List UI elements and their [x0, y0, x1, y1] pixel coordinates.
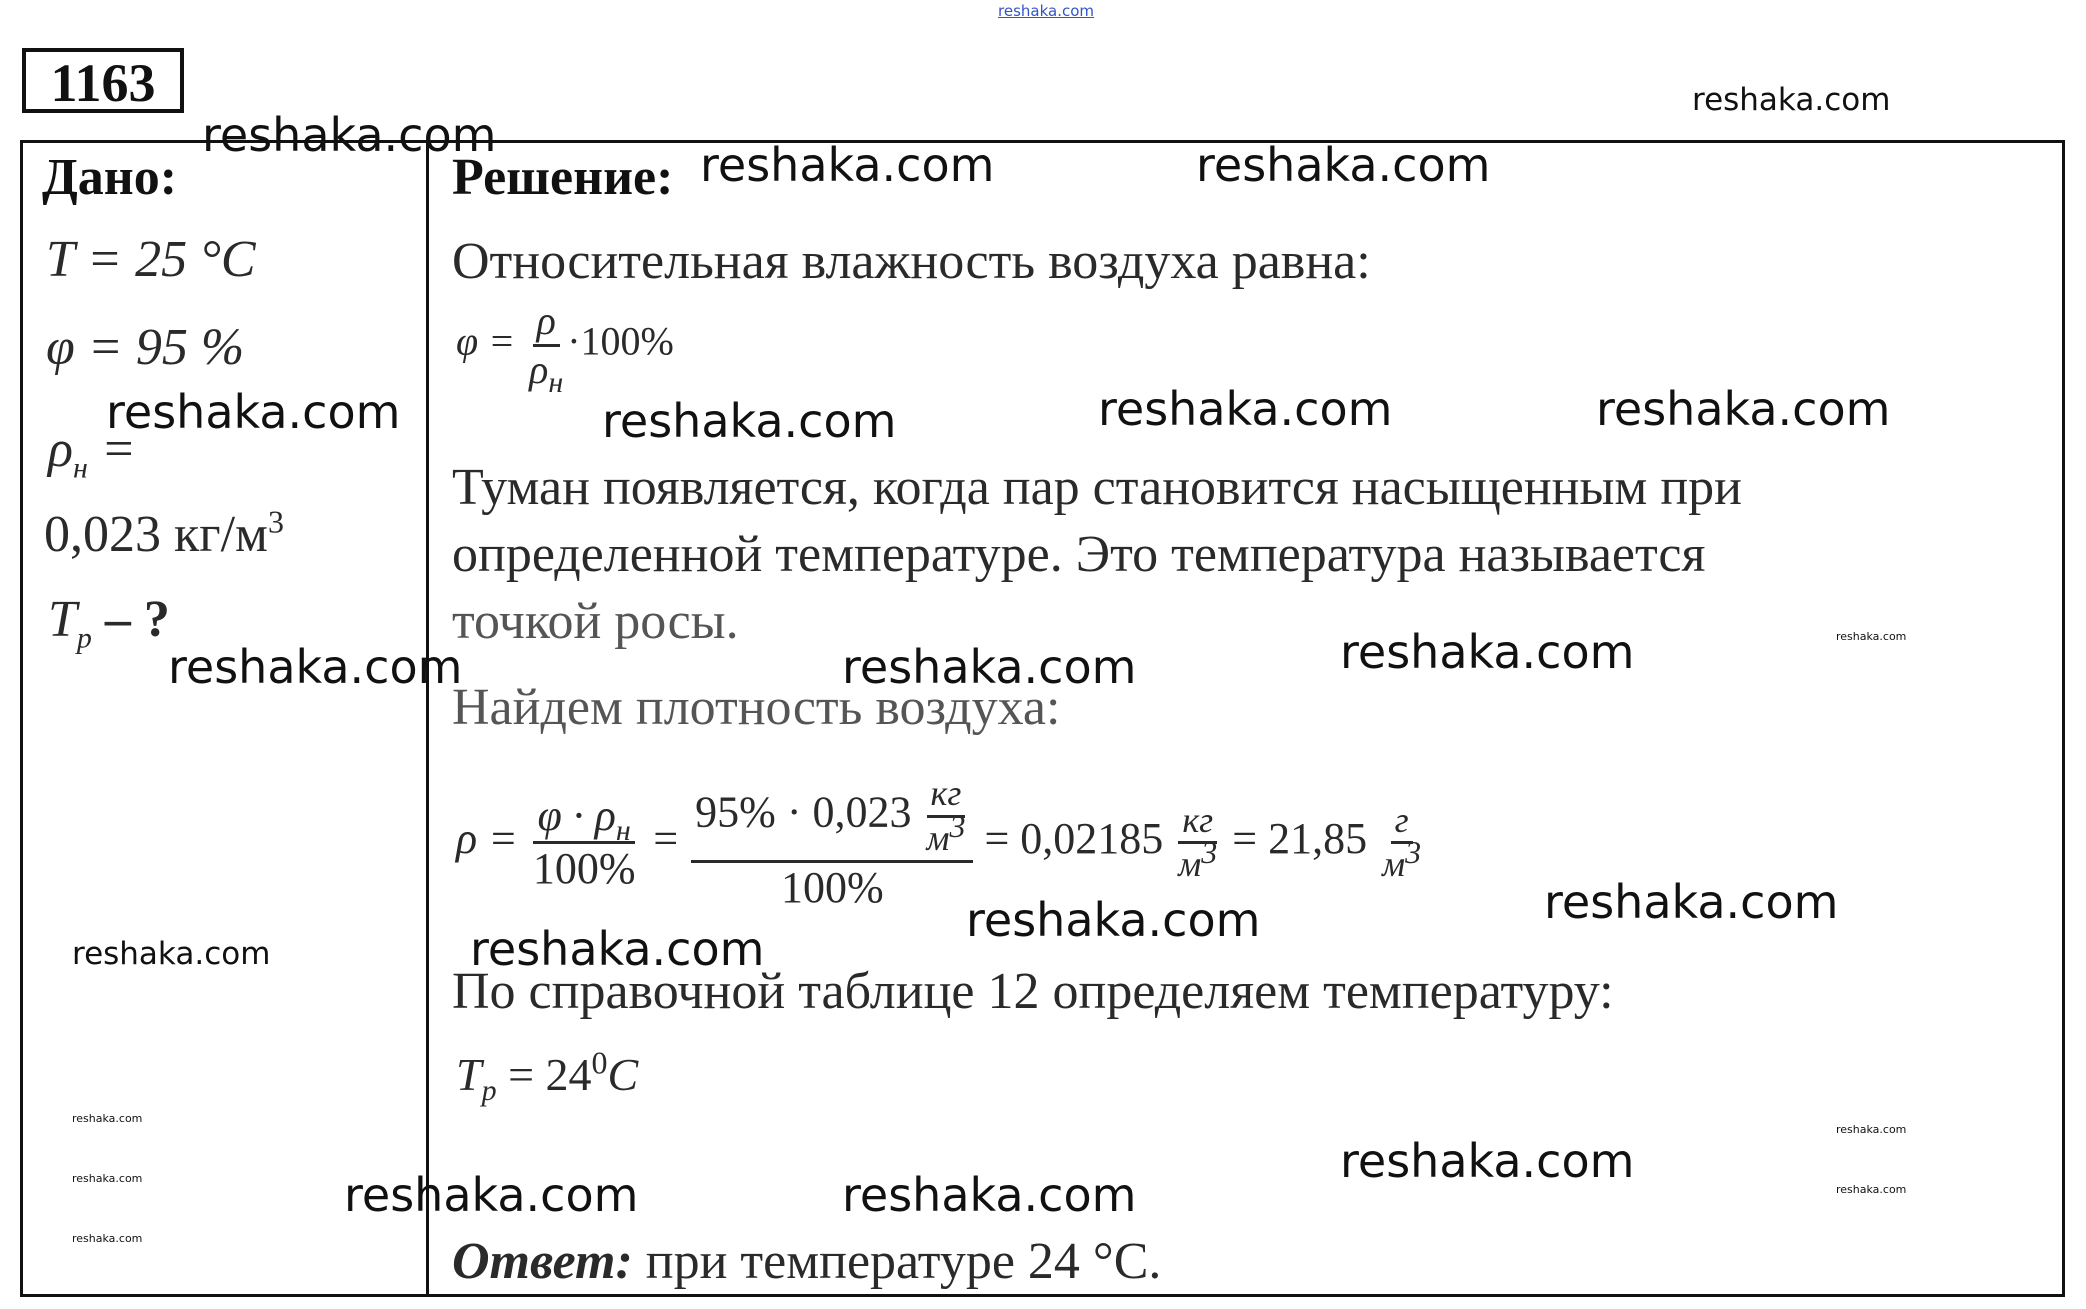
rho-equals: =: [87, 421, 136, 478]
f2-eq-1: =: [650, 813, 681, 863]
solution-line-1: Относительная влажность воздуха равна:: [452, 233, 1371, 290]
watermark: reshaka.com: [1340, 625, 1635, 679]
f2-frac2-denominator: 100%: [780, 862, 884, 912]
watermark: reshaka.com: [72, 1232, 143, 1245]
watermark: reshaka.com: [72, 1112, 143, 1125]
f2-fraction-2: [691, 775, 973, 911]
answer-label: Ответ:: [452, 1233, 633, 1290]
answer-text: при температуре 24 °C.: [632, 1233, 1162, 1290]
watermark: reshaka.com: [106, 385, 401, 439]
rho-subscript: н: [72, 451, 88, 485]
watermark: reshaka.com: [470, 922, 765, 976]
formula1-lhs: φ =: [456, 318, 516, 364]
result-temperature: $T_р = 24^0C$: [456, 1044, 639, 1108]
f2-frac1-numerator: $\varphi \cdot \rho_н$: [533, 793, 634, 844]
solution-line-2: Туман появляется, когда пар становится насыщенным при: [452, 459, 1742, 516]
given-heading: Дано:: [42, 149, 178, 206]
watermark: reshaka.com: [842, 640, 1137, 694]
given-humidity: φ = 95 %: [46, 319, 245, 376]
formula1-fraction: [525, 298, 567, 399]
watermark: reshaka.com: [1196, 138, 1491, 192]
formula-humidity: [456, 298, 674, 399]
solution-line-3: определенной температуре. Это температура называется: [452, 526, 1706, 583]
f2-eq-3: = 21,85: [1232, 813, 1368, 863]
watermark: reshaka.com: [1098, 382, 1393, 436]
formula-density: [456, 775, 1425, 911]
given-density-value: [44, 505, 284, 564]
rho-symbol: ρ: [48, 421, 73, 478]
solution-heading: Решение:: [452, 149, 674, 206]
watermark: reshaka.com: [1836, 630, 1907, 643]
f2-fraction-1: [529, 793, 640, 892]
watermark: reshaka.com: [202, 108, 497, 162]
answer: [452, 1232, 1161, 1291]
find-question: – ?: [91, 591, 170, 648]
density-value-text: 0,023 кг/м: [44, 506, 268, 563]
watermark: reshaka.com: [1544, 875, 1839, 929]
formula1-denominator: $\rho_н$: [529, 347, 564, 399]
given-temperature: T = 25 °C: [46, 231, 256, 288]
solution-line-6: По справочной таблице 12 определяем температуру:: [452, 963, 1614, 1020]
f2-lhs: ρ =: [456, 813, 518, 863]
solution-line-4: точкой росы.: [452, 593, 739, 650]
find-symbol: T: [48, 591, 77, 648]
f2-frac1-denominator: 100%: [532, 844, 636, 894]
problem-number: 1163: [22, 48, 184, 113]
f2-eq-2: = 0,02185: [984, 813, 1164, 863]
watermark: reshaka.com: [1836, 1123, 1907, 1136]
watermark: reshaka.com: [344, 1168, 639, 1222]
table-divider: [426, 140, 429, 1297]
watermark: reshaka.com: [72, 1172, 143, 1185]
watermark: reshaka.com: [602, 394, 897, 448]
watermark: reshaka.com: [1596, 382, 1891, 436]
watermark: reshaka.com: [1340, 1134, 1635, 1188]
formula1-tail: ·100%: [567, 318, 674, 364]
watermark: reshaka.com: [966, 893, 1261, 947]
watermark: reshaka.com: [72, 936, 271, 972]
given-find: [48, 590, 170, 655]
f2-frac2-numerator: 95% · 0,023 $\frac{кг}{м3}$: [691, 775, 973, 863]
find-subscript: р: [76, 621, 92, 655]
watermark-top-link[interactable]: reshaka.com: [998, 2, 1094, 20]
formula1-numerator: ρ: [533, 300, 560, 347]
watermark: reshaka.com: [842, 1168, 1137, 1222]
f2-unit-kg-m3: $\frac{кг}{м3}$: [926, 773, 966, 858]
watermark: reshaka.com: [168, 640, 463, 694]
watermark: reshaka.com: [1692, 82, 1891, 118]
f2-unit-3: $\frac{г}{м3}$: [1382, 799, 1422, 885]
solution-line-5: Найдем плотность воздуха:: [452, 679, 1061, 736]
density-value-sup: 3: [267, 503, 284, 540]
f2-unit-2: $\frac{кг}{м3}$: [1178, 799, 1218, 885]
watermark: reshaka.com: [1836, 1183, 1907, 1196]
watermark: reshaka.com: [700, 138, 995, 192]
